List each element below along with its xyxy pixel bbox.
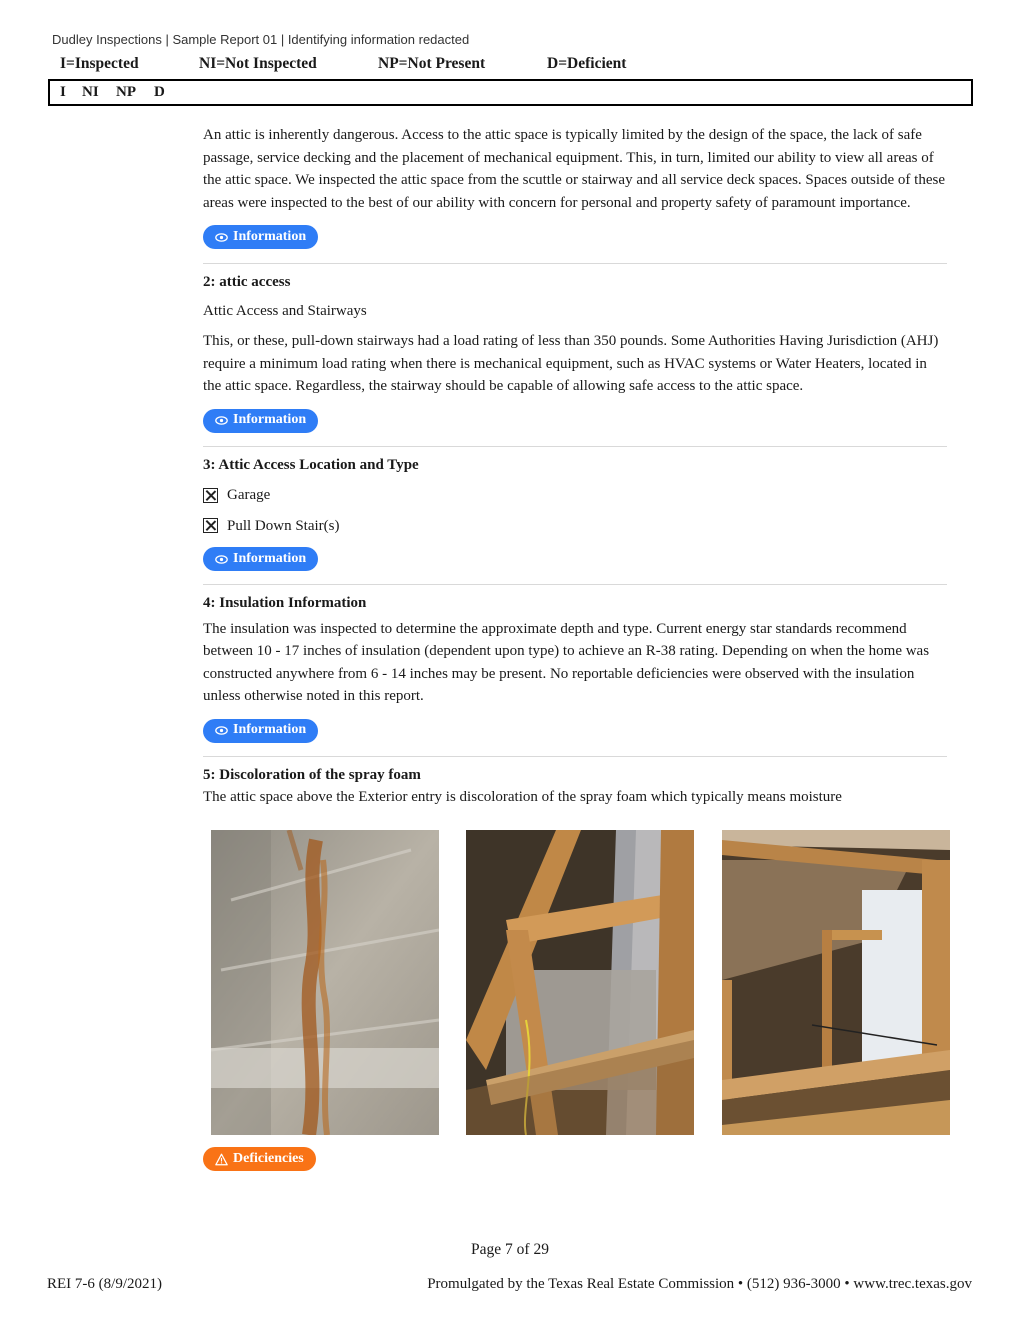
- code-np: NP: [116, 84, 136, 100]
- section-title: 5: Discoloration of the spray foam: [203, 766, 421, 783]
- legend-not-inspected: NI=Not Inspected: [199, 55, 317, 72]
- information-button[interactable]: [203, 547, 318, 571]
- promulgated-notice: Promulgated by the Texas Real Estate Commission • (512) 936-3000 • www.trec.texas.gov: [427, 1276, 972, 1292]
- photo-attic-framing[interactable]: [466, 830, 694, 1135]
- information-button[interactable]: [203, 719, 318, 743]
- code-d: D: [154, 84, 165, 100]
- attic-section-content: [203, 124, 947, 809]
- checked-box-icon: [203, 488, 218, 503]
- checkbox-label: Garage: [227, 487, 271, 503]
- eye-icon: [215, 231, 228, 244]
- deficiencies-button-label: Deficiencies: [233, 1151, 304, 1166]
- divider: [203, 446, 947, 447]
- page-number: Page 7 of 29: [471, 1241, 549, 1258]
- section-paragraph: This, or these, pull-down stairways had a load rating of less than 350 pounds. Some Authorities Having Jurisdiction (AHJ) require a minimum load rating when there is mechanical equipment, such as HVAC systems or Water Heaters, located in the attic space. Regardless, the stairway should be capable of allowing safe access to the attic space.: [203, 333, 939, 394]
- section-paragraph: The insulation was inspected to determine the approximate depth and type. Current energy star standards recommend between 10 - 17 inches of insulation (dependent upon type) to achieve an R-38 rating. Depending on when the home was constructed anywhere from 6 - 14 inches may be present. No reportable deficiencies were observed with the insulation unless otherwise noted in this report.: [203, 620, 930, 704]
- checkbox-option: [203, 515, 947, 538]
- status-code-bar: [48, 79, 973, 106]
- section-title: 3: Attic Access Location and Type: [203, 456, 419, 473]
- divider: [203, 756, 947, 757]
- information-button[interactable]: [203, 225, 318, 249]
- divider: [203, 263, 947, 264]
- eye-icon: [215, 414, 228, 427]
- code-i: I: [60, 84, 66, 100]
- legend-inspected: I=Inspected: [60, 55, 139, 72]
- photo-attic-access[interactable]: [722, 830, 950, 1135]
- information-button-label: Information: [233, 550, 307, 566]
- checkbox-label: Pull Down Stair(s): [227, 517, 340, 534]
- form-number: REI 7-6 (8/9/2021): [47, 1276, 162, 1292]
- section-title: 4: Insulation Information: [203, 595, 367, 611]
- legend-deficient: D=Deficient: [547, 55, 627, 72]
- information-button-label: Information: [233, 412, 307, 428]
- warning-icon: [215, 1153, 228, 1166]
- information-button-label: Information: [233, 722, 307, 738]
- information-button-label: Information: [233, 228, 307, 244]
- section-subtitle: Attic Access and Stairways: [203, 302, 367, 319]
- report-header: Dudley Inspections | Sample Report 01 | Identifying information redacted: [52, 32, 470, 47]
- photo-stained-foam[interactable]: [211, 830, 439, 1135]
- information-button[interactable]: [203, 409, 318, 433]
- divider: [203, 584, 947, 585]
- eye-icon: [215, 553, 228, 566]
- legend-not-present: NP=Not Present: [378, 55, 486, 72]
- section-paragraph: The attic space above the Exterior entry is discoloration of the spray foam which typically means moisture: [203, 789, 842, 805]
- checkbox-option: [203, 484, 947, 507]
- intro-paragraph: An attic is inherently dangerous. Access to the attic space is typically limited by the design of the space, the lack of safe passage, service decking and the placement of mechanical equipment. This, in turn, limited our ability to view all areas of the attic space. We inspected the attic space from the scuttle or stairway and all service deck spaces. Spaces outside of these areas were inspected to the best of our ability with concern for personal and property safety of paramount importance.: [203, 127, 945, 211]
- code-ni: NI: [82, 84, 99, 100]
- deficiencies-button[interactable]: [203, 1147, 316, 1171]
- section-title: 2: attic access: [203, 274, 291, 290]
- checked-box-icon: [203, 518, 218, 533]
- eye-icon: [215, 724, 228, 737]
